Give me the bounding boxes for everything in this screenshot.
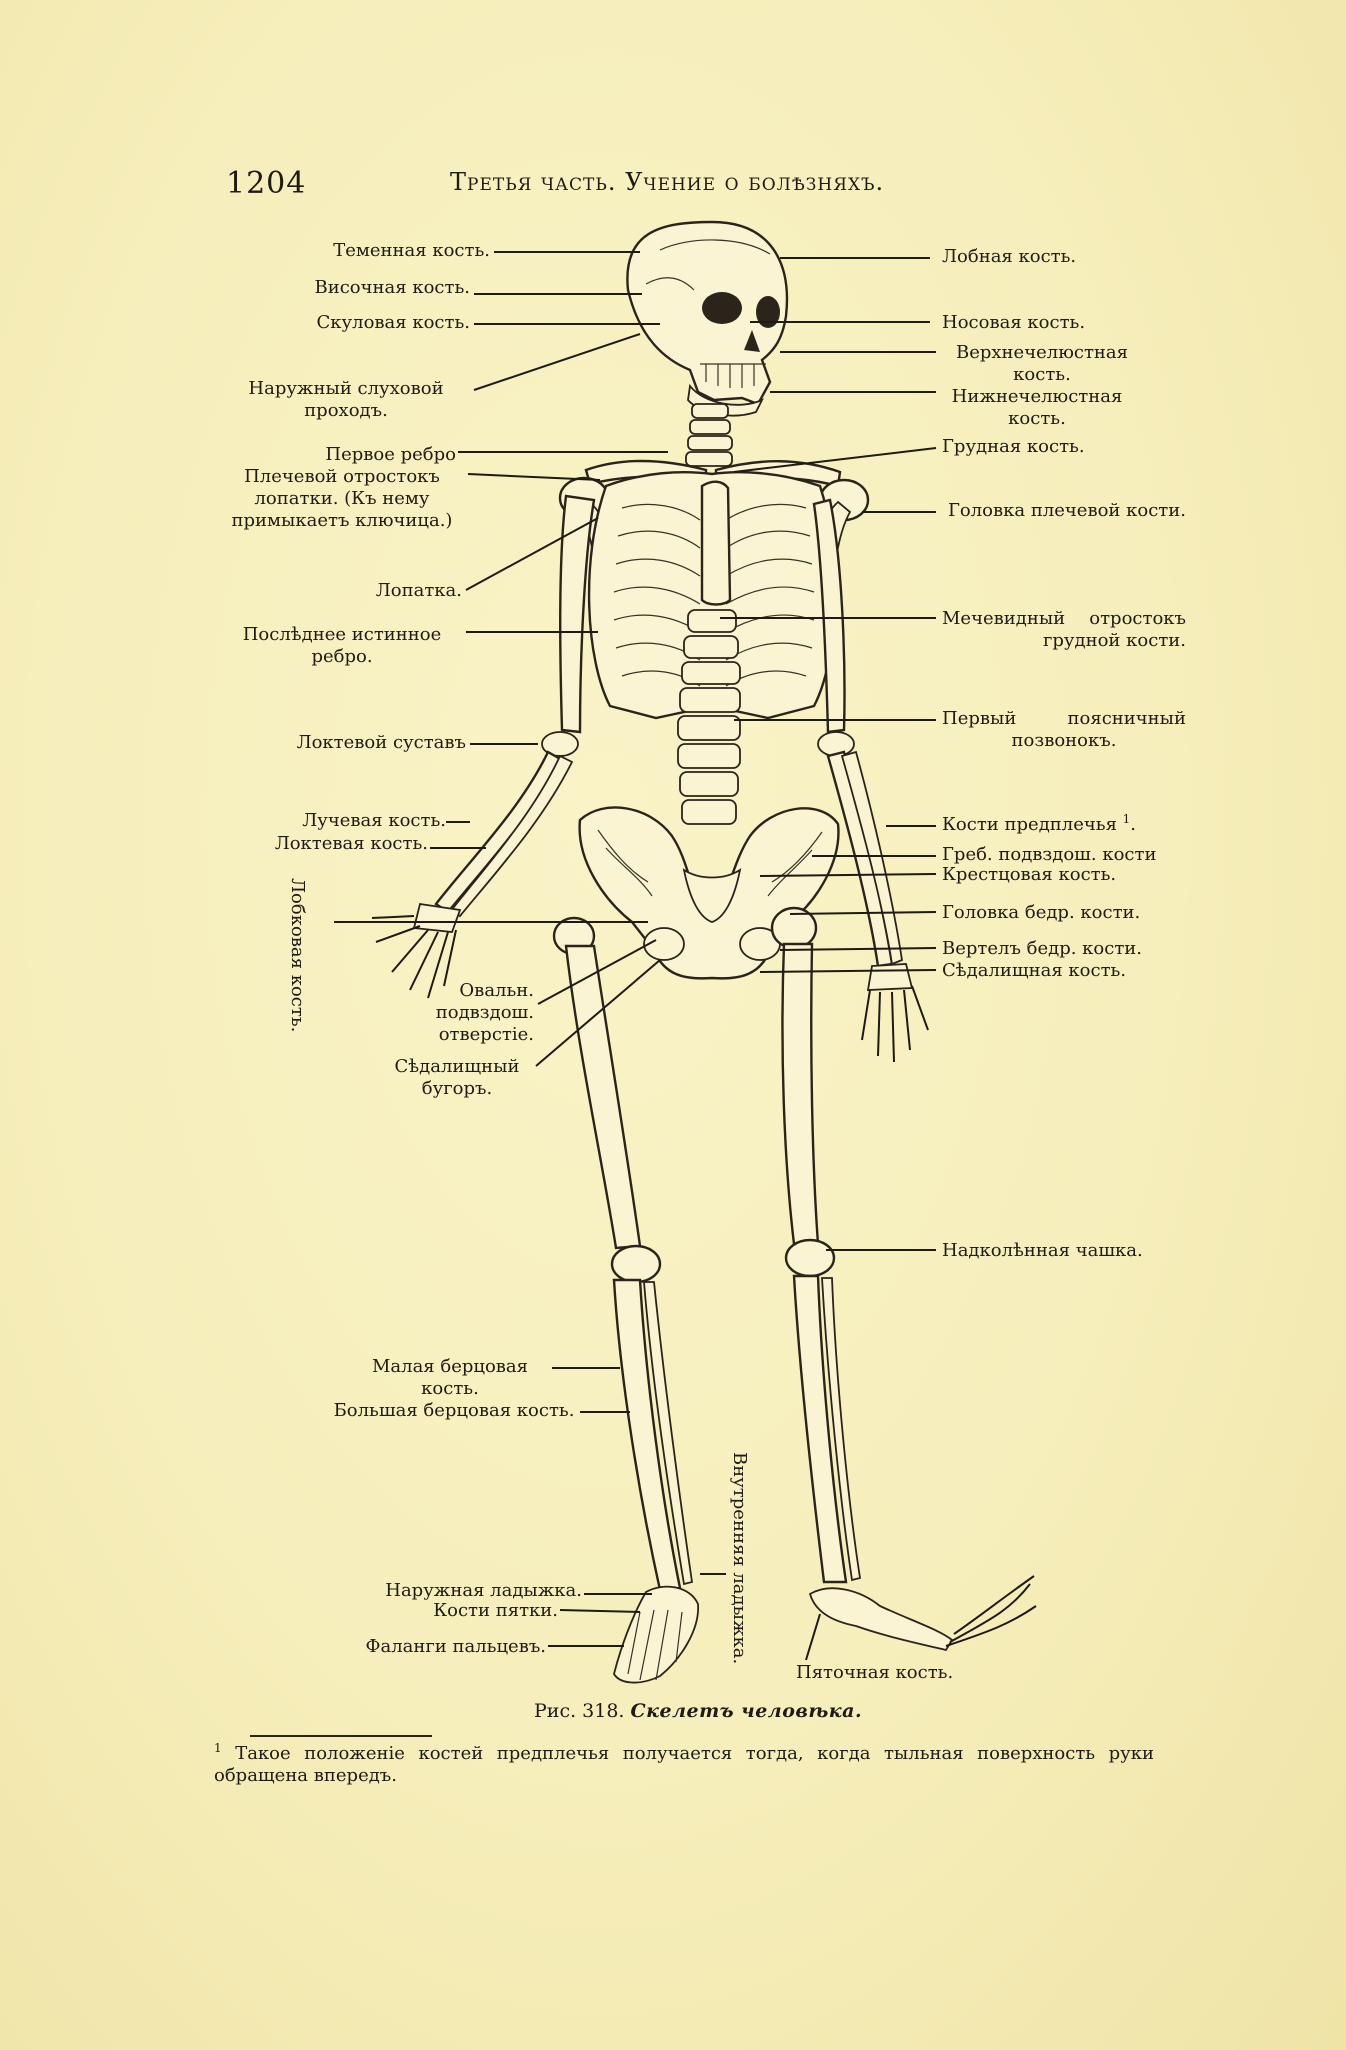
label-medial-malleolus: Внутренняя ладыжка. xyxy=(729,1452,750,1665)
footnote-text: Такое положенiе костей предплечья получается тогда, когда тыльная поверхность руки обращена впередъ. xyxy=(214,1743,1154,1786)
label-zygomatic-bone: Скуловая кость. xyxy=(316,312,470,333)
label-nasal-bone: Носовая кость. xyxy=(942,312,1086,333)
running-title: Третья часть. Учение о болѣзняхъ. xyxy=(450,168,885,196)
page-number: 1204 xyxy=(226,166,307,201)
label-sacrum: Крестцовая кость. xyxy=(942,864,1117,885)
label-obturator-foramen: Овальн. подвздош. отверстiе. xyxy=(435,980,534,1045)
label-femoral-head: Головка бедр. кости. xyxy=(942,902,1141,923)
label-maxilla: Верхнечелюстная кость. xyxy=(956,342,1128,385)
label-forearm-bones: Кости предплечья $^1$. xyxy=(942,812,1137,835)
label-first-lumbar-vertebra: Первый поясничный позвонокъ. xyxy=(942,708,1186,751)
label-parietal-bone: Теменная кость. xyxy=(333,240,490,261)
label-radius: Лучевая кость. xyxy=(302,810,446,831)
label-ischial-tuberosity: Сѣдалищный бугоръ. xyxy=(394,1056,520,1099)
figure-number: Рис. 318. xyxy=(534,1700,625,1722)
figure-title: Скелетъ человѣка. xyxy=(630,1700,863,1722)
label-external-auditory-canal: Наружный слуховой проходъ. xyxy=(248,378,444,421)
cervical-spine xyxy=(686,404,732,466)
lumbar-spine xyxy=(678,610,740,824)
label-elbow-joint: Локтевой суставъ xyxy=(296,732,466,753)
label-humeral-head: Головка плечевой кости. xyxy=(947,500,1186,521)
label-tibia: Большая берцовая кость. xyxy=(333,1400,575,1421)
label-phalanges: Фаланги пальцевъ. xyxy=(365,1636,546,1657)
label-forearm-bones-text: Кости предплечья xyxy=(942,814,1117,835)
footnote xyxy=(214,1743,1154,1787)
skull xyxy=(627,222,787,416)
figure-caption xyxy=(534,1700,862,1722)
label-pubic-bone: Лобковая кость. xyxy=(287,878,308,1033)
footnote-reference: 1 xyxy=(1122,812,1131,826)
label-ischium: Сѣдалищная кость. xyxy=(942,960,1127,981)
footnote-mark: 1 xyxy=(214,1741,222,1755)
footnote-divider xyxy=(250,1735,432,1737)
right-leg xyxy=(772,908,1036,1650)
label-femoral-trochanter: Вертелъ бедр. кости. xyxy=(942,938,1143,959)
label-last-true-rib: Послѣднее истинное ребро. xyxy=(242,624,442,667)
label-acromion: Плечевой отростокъ лопатки. (Къ нему примыкаетъ ключица.) xyxy=(231,466,453,531)
label-lateral-malleolus: Наружная ладыжка. xyxy=(385,1580,582,1601)
label-fibula: Малая берцовая кость. xyxy=(371,1356,529,1399)
label-patella: Надколѣнная чашка. xyxy=(942,1240,1143,1261)
label-ulna: Локтевая кость. xyxy=(274,833,428,854)
label-temporal-bone: Височная кость. xyxy=(314,277,470,298)
label-calcaneus: Пяточная кость. xyxy=(796,1662,954,1683)
label-sternum: Грудная кость. xyxy=(942,436,1085,457)
label-xiphoid-process: Мечевидный отростокъ грудной кости. xyxy=(942,608,1186,651)
label-frontal-bone: Лобная кость. xyxy=(942,246,1077,267)
label-scapula: Лопатка. xyxy=(375,580,462,601)
right-arm xyxy=(814,500,928,1062)
label-first-rib: Первое ребро xyxy=(325,444,456,465)
label-heel-bones: Кости пятки. xyxy=(433,1600,558,1621)
label-iliac-crest: Греб. подвздош. кости xyxy=(942,844,1157,865)
label-mandible: Нижнечелюстная кость. xyxy=(951,386,1123,429)
